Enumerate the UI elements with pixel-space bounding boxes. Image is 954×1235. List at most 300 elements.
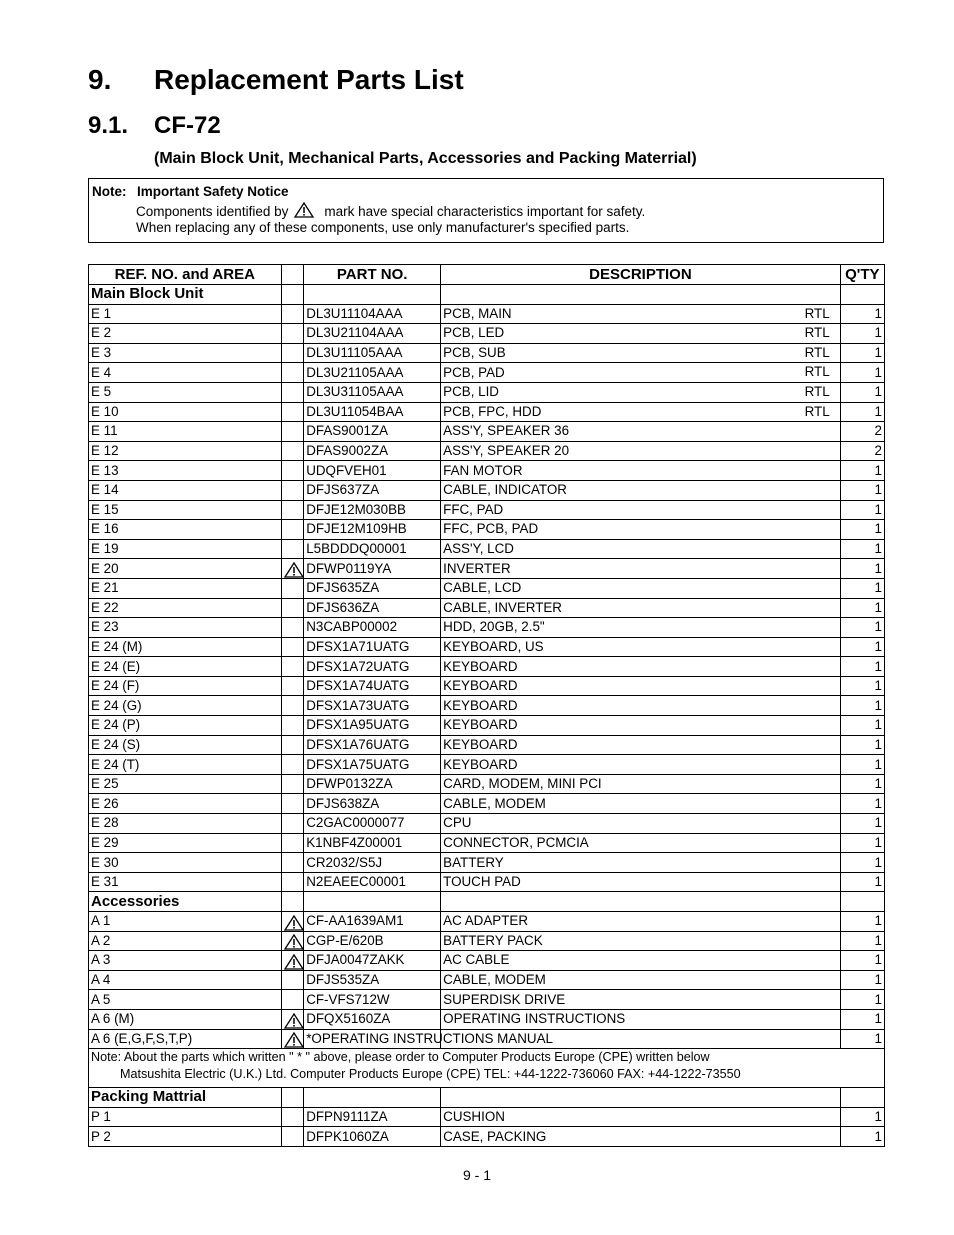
table-row xyxy=(89,990,885,1010)
qty-cell: 1 xyxy=(840,833,884,853)
safety-mark-cell xyxy=(281,402,304,422)
description-cell xyxy=(441,382,841,402)
description-text: OPERATING INSTRUCTIONS xyxy=(443,1011,626,1027)
safety-mark-cell xyxy=(281,539,304,559)
section-subtitle: (Main Block Unit, Mechanical Parts, Accessories and Packing Materrial) xyxy=(154,150,697,167)
ref-cell: E 20 xyxy=(89,559,282,579)
ref-cell: E 24 (G) xyxy=(89,696,282,716)
description-cell xyxy=(441,402,841,422)
description-text: HDD, 20GB, 2.5" xyxy=(443,619,545,635)
ref-cell: E 24 (E) xyxy=(89,657,282,677)
table-row xyxy=(89,578,885,598)
description-text: KEYBOARD xyxy=(443,717,518,733)
part-cell: DFQX5160ZA xyxy=(304,1009,441,1029)
part-cell: N3CABP00002 xyxy=(304,618,441,638)
qty-cell: 1 xyxy=(840,578,884,598)
qty-cell: 1 xyxy=(840,735,884,755)
description-text: FAN MOTOR xyxy=(443,462,523,478)
safety-mark-cell xyxy=(281,853,304,873)
description-text: KEYBOARD, US xyxy=(443,638,544,654)
part-cell: DL3U31105AAA xyxy=(304,382,441,402)
safety-mark-cell xyxy=(281,657,304,677)
qty-cell: 1 xyxy=(840,559,884,579)
warning-triangle-icon xyxy=(284,1013,304,1029)
table-row xyxy=(89,951,885,971)
safety-mark-cell xyxy=(281,598,304,618)
table-row xyxy=(89,539,885,559)
safety-mark-cell xyxy=(281,520,304,540)
ref-cell: E 19 xyxy=(89,539,282,559)
parts-table-body xyxy=(89,285,885,1147)
ref-cell: A 2 xyxy=(89,931,282,951)
section-mark-cell xyxy=(281,892,304,912)
ref-cell: E 25 xyxy=(89,774,282,794)
safety-mark-cell xyxy=(281,794,304,814)
part-cell: DFSX1A71UATG xyxy=(304,637,441,657)
description-cell xyxy=(441,872,841,892)
safety-mark-cell xyxy=(281,755,304,775)
ref-cell: E 24 (P) xyxy=(89,716,282,736)
note-label: Note: xyxy=(92,184,127,199)
header-description: DESCRIPTION xyxy=(441,265,841,285)
description-text: PCB, PAD xyxy=(443,364,505,380)
table-row xyxy=(89,1009,885,1029)
safety-mark-cell xyxy=(281,343,304,363)
qty-cell: 1 xyxy=(840,912,884,932)
description-cell xyxy=(441,598,841,618)
safety-mark-cell xyxy=(281,1029,304,1049)
qty-cell: 1 xyxy=(840,382,884,402)
note-line1-b: mark have special characteristics important for safety. xyxy=(324,204,646,219)
qty-cell: 1 xyxy=(840,461,884,481)
ref-cell: E 13 xyxy=(89,461,282,481)
part-cell: DFSX1A95UATG xyxy=(304,716,441,736)
safety-mark-cell xyxy=(281,931,304,951)
safety-mark-cell xyxy=(281,382,304,402)
safety-notice-box xyxy=(88,178,884,243)
part-cell: CF-VFS712W xyxy=(304,990,441,1010)
qty-cell: 1 xyxy=(840,304,884,324)
description-text: CONNECTOR, PCMCIA xyxy=(443,834,589,850)
section-desc-cell xyxy=(441,285,841,305)
qty-cell: 1 xyxy=(840,520,884,540)
description-cell xyxy=(441,1127,841,1147)
safety-mark-cell xyxy=(281,422,304,442)
section-qty-cell xyxy=(840,892,884,912)
safety-mark-cell xyxy=(281,951,304,971)
ref-cell: P 1 xyxy=(89,1107,282,1127)
ref-cell: A 6 (M) xyxy=(89,1009,282,1029)
description-cell xyxy=(441,324,841,344)
description-text: KEYBOARD xyxy=(443,736,518,752)
footnote-row xyxy=(89,1049,885,1088)
table-row xyxy=(89,970,885,990)
ref-cell: E 5 xyxy=(89,382,282,402)
part-cell: DFSX1A72UATG xyxy=(304,657,441,677)
ref-cell: E 31 xyxy=(89,872,282,892)
ref-cell: E 29 xyxy=(89,833,282,853)
table-row xyxy=(89,422,885,442)
description-text: PCB, SUB xyxy=(443,345,506,361)
ref-cell: P 2 xyxy=(89,1127,282,1147)
table-row xyxy=(89,618,885,638)
description-cell xyxy=(441,853,841,873)
section-mark-cell xyxy=(281,285,304,305)
section-heading xyxy=(88,112,221,140)
description-cell xyxy=(441,794,841,814)
section-qty-cell xyxy=(840,285,884,305)
description-text: ASS'Y, SPEAKER 20 xyxy=(443,443,570,459)
description-text: CASE, PACKING xyxy=(443,1128,547,1144)
ref-cell: E 11 xyxy=(89,422,282,442)
qty-cell: 1 xyxy=(840,637,884,657)
qty-cell: 1 xyxy=(840,774,884,794)
description-text: BATTERY PACK xyxy=(443,932,543,948)
chapter-title: Replacement Parts List xyxy=(154,64,464,95)
part-cell: CF-AA1639AM1 xyxy=(304,912,441,932)
part-cell: DFSX1A76UATG xyxy=(304,735,441,755)
safety-mark-cell xyxy=(281,637,304,657)
qty-cell: 2 xyxy=(840,422,884,442)
qty-cell: 1 xyxy=(840,951,884,971)
description-text: CABLE, MODEM xyxy=(443,795,546,811)
warning-triangle-icon xyxy=(294,202,314,218)
qty-cell: 1 xyxy=(840,402,884,422)
part-cell: *OPERATING INSTRUCTIONS MANUAL xyxy=(304,1029,441,1049)
section-title: Packing Mattrial xyxy=(89,1088,282,1108)
safety-mark-cell xyxy=(281,774,304,794)
part-cell: N2EAEEC00001 xyxy=(304,872,441,892)
safety-notice-title xyxy=(92,184,289,199)
qty-cell: 1 xyxy=(840,1009,884,1029)
section-number: 9.1. xyxy=(88,112,129,139)
qty-cell: 1 xyxy=(840,1029,884,1049)
ref-cell: A 5 xyxy=(89,990,282,1010)
description-text: TOUCH PAD xyxy=(443,874,521,890)
rtl-marker: RTL xyxy=(804,383,830,399)
description-text: KEYBOARD xyxy=(443,756,518,772)
description-cell xyxy=(441,461,841,481)
table-row xyxy=(89,363,885,383)
qty-cell: 1 xyxy=(840,1127,884,1147)
description-text: KEYBOARD xyxy=(443,678,518,694)
section-title: Main Block Unit xyxy=(89,285,282,305)
section-qty-cell xyxy=(840,1088,884,1108)
section-part-cell xyxy=(304,892,441,912)
ref-cell: E 4 xyxy=(89,363,282,383)
description-text: CABLE, LCD xyxy=(443,580,522,596)
table-row xyxy=(89,304,885,324)
table-header-row xyxy=(89,265,885,285)
table-row xyxy=(89,402,885,422)
safety-mark-cell xyxy=(281,500,304,520)
table-row xyxy=(89,343,885,363)
description-cell xyxy=(441,520,841,540)
table-row xyxy=(89,520,885,540)
description-cell xyxy=(441,716,841,736)
rtl-marker: RTL xyxy=(804,305,830,321)
description-cell xyxy=(441,500,841,520)
description-cell xyxy=(441,696,841,716)
description-cell xyxy=(441,1029,841,1049)
part-cell: DL3U11054BAA xyxy=(304,402,441,422)
description-text: CABLE, INDICATOR xyxy=(443,482,567,498)
part-cell: DFAS9001ZA xyxy=(304,422,441,442)
description-text: CABLE, MODEM xyxy=(443,972,546,988)
description-cell xyxy=(441,618,841,638)
section-title: CF-72 xyxy=(154,112,221,139)
description-cell xyxy=(441,676,841,696)
safety-mark-cell xyxy=(281,814,304,834)
qty-cell: 1 xyxy=(840,598,884,618)
ref-cell: E 12 xyxy=(89,441,282,461)
warning-triangle-icon xyxy=(284,1032,304,1048)
safety-mark-cell xyxy=(281,304,304,324)
description-cell xyxy=(441,343,841,363)
safety-mark-cell xyxy=(281,1107,304,1127)
qty-cell: 1 xyxy=(840,324,884,344)
part-cell: K1NBF4Z00001 xyxy=(304,833,441,853)
part-cell: DFJA0047ZAKK xyxy=(304,951,441,971)
qty-cell: 1 xyxy=(840,814,884,834)
description-text: KEYBOARD xyxy=(443,658,518,674)
footnote-line-2: Matsushita Electric (U.K.) Ltd. Computer Products Europe (CPE) TEL: +44-1222-736060 FAX: +44-1222-73550 xyxy=(120,1067,741,1082)
warning-triangle-icon xyxy=(284,915,304,931)
ref-cell: E 15 xyxy=(89,500,282,520)
table-row xyxy=(89,1127,885,1147)
description-cell xyxy=(441,578,841,598)
section-header-row xyxy=(89,285,885,305)
ref-cell: E 16 xyxy=(89,520,282,540)
part-cell: L5BDDDQ00001 xyxy=(304,539,441,559)
ref-cell: E 30 xyxy=(89,853,282,873)
rtl-marker: RTL xyxy=(804,403,830,419)
description-cell xyxy=(441,990,841,1010)
table-row xyxy=(89,716,885,736)
table-row xyxy=(89,794,885,814)
table-row xyxy=(89,872,885,892)
parts-table xyxy=(88,264,885,1147)
qty-cell: 1 xyxy=(840,657,884,677)
table-row xyxy=(89,912,885,932)
footnote-line-1: Note: About the parts which written " * " above, please order to Computer Products Europe (CPE) written below xyxy=(91,1050,710,1065)
description-cell xyxy=(441,814,841,834)
description-cell xyxy=(441,480,841,500)
qty-cell: 1 xyxy=(840,696,884,716)
table-row xyxy=(89,755,885,775)
qty-cell: 1 xyxy=(840,755,884,775)
description-cell xyxy=(441,637,841,657)
part-cell: DFAS9002ZA xyxy=(304,441,441,461)
qty-cell: 1 xyxy=(840,343,884,363)
qty-cell: 1 xyxy=(840,931,884,951)
warning-triangle-icon xyxy=(284,954,304,970)
description-cell xyxy=(441,912,841,932)
qty-cell: 1 xyxy=(840,872,884,892)
ref-cell: E 22 xyxy=(89,598,282,618)
ref-cell: A 3 xyxy=(89,951,282,971)
ref-cell: E 10 xyxy=(89,402,282,422)
description-cell xyxy=(441,970,841,990)
qty-cell: 1 xyxy=(840,970,884,990)
safety-mark-cell xyxy=(281,461,304,481)
part-cell: DFJE12M109HB xyxy=(304,520,441,540)
description-cell xyxy=(441,441,841,461)
description-text: CPU xyxy=(443,815,472,831)
table-row xyxy=(89,814,885,834)
ref-cell: E 3 xyxy=(89,343,282,363)
part-cell: DFJS637ZA xyxy=(304,480,441,500)
table-row xyxy=(89,324,885,344)
safety-mark-cell xyxy=(281,578,304,598)
section-mark-cell xyxy=(281,1088,304,1108)
section-header-row xyxy=(89,1088,885,1108)
part-cell: DFJS636ZA xyxy=(304,598,441,618)
part-cell: DFJS635ZA xyxy=(304,578,441,598)
rtl-marker: RTL xyxy=(804,364,830,380)
section-part-cell xyxy=(304,285,441,305)
qty-cell: 1 xyxy=(840,618,884,638)
ref-cell: E 24 (F) xyxy=(89,676,282,696)
description-text: PCB, LED xyxy=(443,325,505,341)
ref-cell: E 2 xyxy=(89,324,282,344)
description-text: INVERTER xyxy=(443,560,511,576)
table-row xyxy=(89,637,885,657)
description-text: PCB, FPC, HDD xyxy=(443,403,542,419)
ref-cell: A 1 xyxy=(89,912,282,932)
table-row xyxy=(89,774,885,794)
description-text: CABLE, INVERTER xyxy=(443,599,562,615)
part-cell: DFPK1060ZA xyxy=(304,1127,441,1147)
qty-cell: 1 xyxy=(840,716,884,736)
part-cell: DFJE12M030BB xyxy=(304,500,441,520)
safety-mark-cell xyxy=(281,1009,304,1029)
part-cell: DL3U11104AAA xyxy=(304,304,441,324)
safety-mark-cell xyxy=(281,990,304,1010)
description-cell xyxy=(441,1009,841,1029)
safety-mark-cell xyxy=(281,441,304,461)
header-part: PART NO. xyxy=(304,265,441,285)
warning-triangle-icon xyxy=(284,562,304,578)
safety-mark-cell xyxy=(281,480,304,500)
ref-cell: E 28 xyxy=(89,814,282,834)
part-cell: DL3U21104AAA xyxy=(304,324,441,344)
description-text: FFC, PAD xyxy=(443,501,504,517)
table-row xyxy=(89,441,885,461)
safety-mark-cell xyxy=(281,676,304,696)
table-row xyxy=(89,598,885,618)
description-text: ASS'Y, LCD xyxy=(443,541,514,557)
qty-cell: 1 xyxy=(840,1107,884,1127)
table-row xyxy=(89,1107,885,1127)
table-row xyxy=(89,500,885,520)
part-cell: DFWP0119YA xyxy=(304,559,441,579)
description-cell xyxy=(441,735,841,755)
description-cell xyxy=(441,363,841,383)
ref-cell: E 1 xyxy=(89,304,282,324)
part-cell: DFSX1A74UATG xyxy=(304,676,441,696)
ref-cell: E 24 (M) xyxy=(89,637,282,657)
rtl-marker: RTL xyxy=(804,325,830,341)
description-text: CUSHION xyxy=(443,1109,505,1125)
safety-notice-line-2: When replacing any of these components, use only manufacturer's specified parts. xyxy=(136,220,630,235)
part-cell: DFJS535ZA xyxy=(304,970,441,990)
page-number: 9 - 1 xyxy=(462,1167,491,1183)
table-row xyxy=(89,833,885,853)
description-text: PCB, LID xyxy=(443,384,499,400)
description-cell xyxy=(441,951,841,971)
description-text: AC ADAPTER xyxy=(443,913,528,929)
part-cell: DFSX1A73UATG xyxy=(304,696,441,716)
table-row xyxy=(89,931,885,951)
section-title: Accessories xyxy=(89,892,282,912)
description-cell xyxy=(441,931,841,951)
qty-cell: 2 xyxy=(840,441,884,461)
chapter-heading xyxy=(88,64,464,96)
description-text: KEYBOARD xyxy=(443,697,518,713)
safety-mark-cell xyxy=(281,970,304,990)
ref-cell: E 24 (S) xyxy=(89,735,282,755)
safety-mark-cell xyxy=(281,833,304,853)
part-cell: DFWP0132ZA xyxy=(304,774,441,794)
description-cell xyxy=(441,657,841,677)
safety-mark-cell xyxy=(281,618,304,638)
part-cell: C2GAC0000077 xyxy=(304,814,441,834)
safety-mark-cell xyxy=(281,912,304,932)
qty-cell: 1 xyxy=(840,539,884,559)
ref-cell: A 6 (E,G,F,S,T,P) xyxy=(89,1029,282,1049)
header-qty: Q'TY xyxy=(840,265,884,285)
ref-cell: A 4 xyxy=(89,970,282,990)
header-safety-mark xyxy=(281,265,304,285)
part-cell: DL3U21105AAA xyxy=(304,363,441,383)
table-row xyxy=(89,461,885,481)
table-row xyxy=(89,735,885,755)
description-text: SUPERDISK DRIVE xyxy=(443,991,566,1007)
description-cell xyxy=(441,539,841,559)
part-cell: DFPN9111ZA xyxy=(304,1107,441,1127)
qty-cell: 1 xyxy=(840,990,884,1010)
section-part-cell xyxy=(304,1088,441,1108)
part-cell: CR2032/S5J xyxy=(304,853,441,873)
section-desc-cell xyxy=(441,1088,841,1108)
note-title: Important Safety Notice xyxy=(137,184,289,199)
description-cell xyxy=(441,774,841,794)
safety-mark-cell xyxy=(281,363,304,383)
safety-mark-cell xyxy=(281,696,304,716)
section-desc-cell xyxy=(441,892,841,912)
safety-mark-cell xyxy=(281,872,304,892)
ref-cell: E 26 xyxy=(89,794,282,814)
warning-triangle-icon xyxy=(284,934,304,950)
chapter-number: 9. xyxy=(88,64,112,95)
qty-cell: 1 xyxy=(840,794,884,814)
description-cell xyxy=(441,304,841,324)
description-cell xyxy=(441,755,841,775)
table-row xyxy=(89,1029,885,1049)
part-cell: DFJS638ZA xyxy=(304,794,441,814)
table-row xyxy=(89,382,885,402)
qty-cell: 1 xyxy=(840,676,884,696)
part-cell: CGP-E/620B xyxy=(304,931,441,951)
table-row xyxy=(89,657,885,677)
note-line1-a: Components identified by xyxy=(136,204,289,219)
section-header-row xyxy=(89,892,885,912)
qty-cell: 1 xyxy=(840,480,884,500)
description-cell xyxy=(441,1107,841,1127)
table-row xyxy=(89,559,885,579)
safety-notice-line-1 xyxy=(136,202,645,219)
